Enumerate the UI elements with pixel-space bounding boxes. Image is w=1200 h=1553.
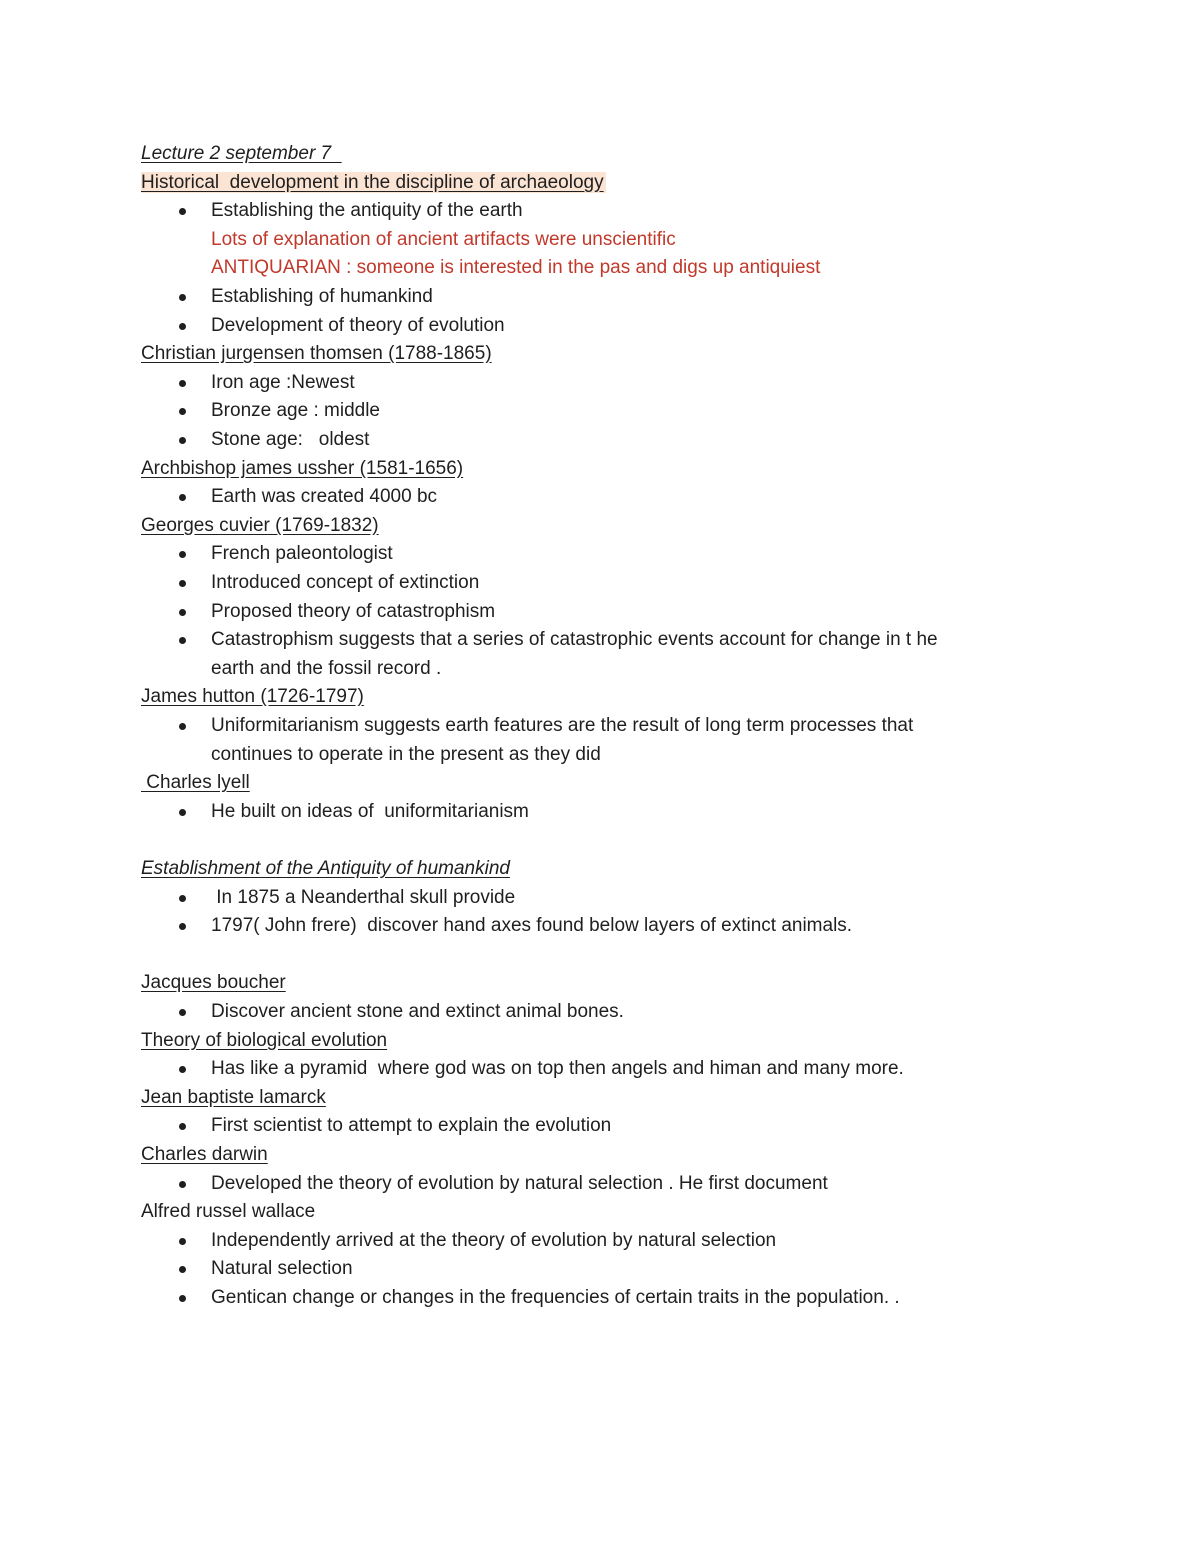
bullet-item: Stone age: oldest xyxy=(211,429,370,450)
bullet-item: Development of theory of evolution xyxy=(211,315,505,336)
bullet-item: He built on ideas of uniformitarianism xyxy=(211,801,529,822)
section-heading: Charles lyell xyxy=(141,772,250,793)
bullet-item: French paleontologist xyxy=(211,543,393,564)
bullet-item: Establishing the antiquity of the earth xyxy=(211,200,523,221)
bullet-icon xyxy=(179,723,186,730)
bullet-item-continuation: earth and the fossil record . xyxy=(211,658,442,679)
bullet-icon xyxy=(179,494,186,501)
bullet-icon xyxy=(179,895,186,902)
bullet-item: Independently arrived at the theory of evolution by natural selection xyxy=(211,1230,777,1251)
bullet-icon xyxy=(179,1238,186,1245)
bullet-item: Catastrophism suggests that a series of catastrophic events account for change in t he xyxy=(211,629,938,650)
bullet-icon xyxy=(179,294,186,301)
bullet-item: Gentican change or changes in the frequencies of certain traits in the population. . xyxy=(211,1287,900,1308)
bullet-icon xyxy=(179,1066,186,1073)
bullet-icon xyxy=(179,609,186,616)
bullet-icon xyxy=(179,637,186,644)
highlighted-note: Lots of explanation of ancient artifacts were unscientific xyxy=(211,229,676,250)
bullet-item: Earth was created 4000 bc xyxy=(211,486,438,507)
bullet-icon xyxy=(179,809,186,816)
bullet-icon xyxy=(179,323,186,330)
bullet-item: Has like a pyramid where god was on top then angels and himan and many more. xyxy=(211,1058,904,1079)
bullet-icon xyxy=(179,208,186,215)
section-heading: Charles darwin xyxy=(141,1144,268,1165)
bullet-icon xyxy=(179,580,186,587)
section-heading: James hutton (1726-1797) xyxy=(141,686,364,707)
bullet-icon xyxy=(179,551,186,558)
section-heading: Theory of biological evolution xyxy=(141,1030,388,1051)
bullet-icon xyxy=(179,1181,186,1188)
section-heading-plain: Alfred russel wallace xyxy=(141,1201,316,1222)
section-heading: Establishment of the Antiquity of humankind xyxy=(141,858,510,879)
bullet-icon xyxy=(179,1123,186,1130)
section-heading: Archbishop james ussher (1581-1656) xyxy=(141,458,464,479)
bullet-item: Developed the theory of evolution by natural selection . He first document xyxy=(211,1173,828,1194)
bullet-item: Establishing of humankind xyxy=(211,286,433,307)
bullet-item: Natural selection xyxy=(211,1258,353,1279)
section-heading xyxy=(141,170,606,196)
bullet-item: In 1875 a Neanderthal skull provide xyxy=(211,887,516,908)
bullet-icon xyxy=(179,1295,186,1302)
bullet-icon xyxy=(179,380,186,387)
section-heading: Lecture 2 september 7 xyxy=(141,143,342,164)
bullet-item: Discover ancient stone and extinct animal bones. xyxy=(211,1001,624,1022)
section-heading: Jean baptiste lamarck xyxy=(141,1087,326,1108)
bullet-item: Introduced concept of extinction xyxy=(211,572,480,593)
bullet-icon xyxy=(179,1009,186,1016)
bullet-icon xyxy=(179,408,186,415)
bullet-item: Iron age :Newest xyxy=(211,372,355,393)
bullet-icon xyxy=(179,437,186,444)
section-heading: Georges cuvier (1769-1832) xyxy=(141,515,379,536)
highlighted-note: ANTIQUARIAN : someone is interested in the pas and digs up antiquiest xyxy=(211,257,821,278)
bullet-icon xyxy=(179,923,186,930)
bullet-item: Proposed theory of catastrophism xyxy=(211,601,496,622)
bullet-item: First scientist to attempt to explain the evolution xyxy=(211,1115,612,1136)
bullet-item-continuation: continues to operate in the present as they did xyxy=(211,744,601,765)
section-heading: Jacques boucher xyxy=(141,972,286,993)
bullet-item: 1797( John frere) discover hand axes found below layers of extinct animals. xyxy=(211,915,853,936)
section-heading: Christian jurgensen thomsen (1788-1865) xyxy=(141,343,492,364)
bullet-item: Uniformitarianism suggests earth features are the result of long term processes that xyxy=(211,715,914,736)
bullet-icon xyxy=(179,1266,186,1273)
highlighted-heading-text: Historical development in the discipline of archaeology xyxy=(141,172,604,193)
bullet-item: Bronze age : middle xyxy=(211,400,380,421)
